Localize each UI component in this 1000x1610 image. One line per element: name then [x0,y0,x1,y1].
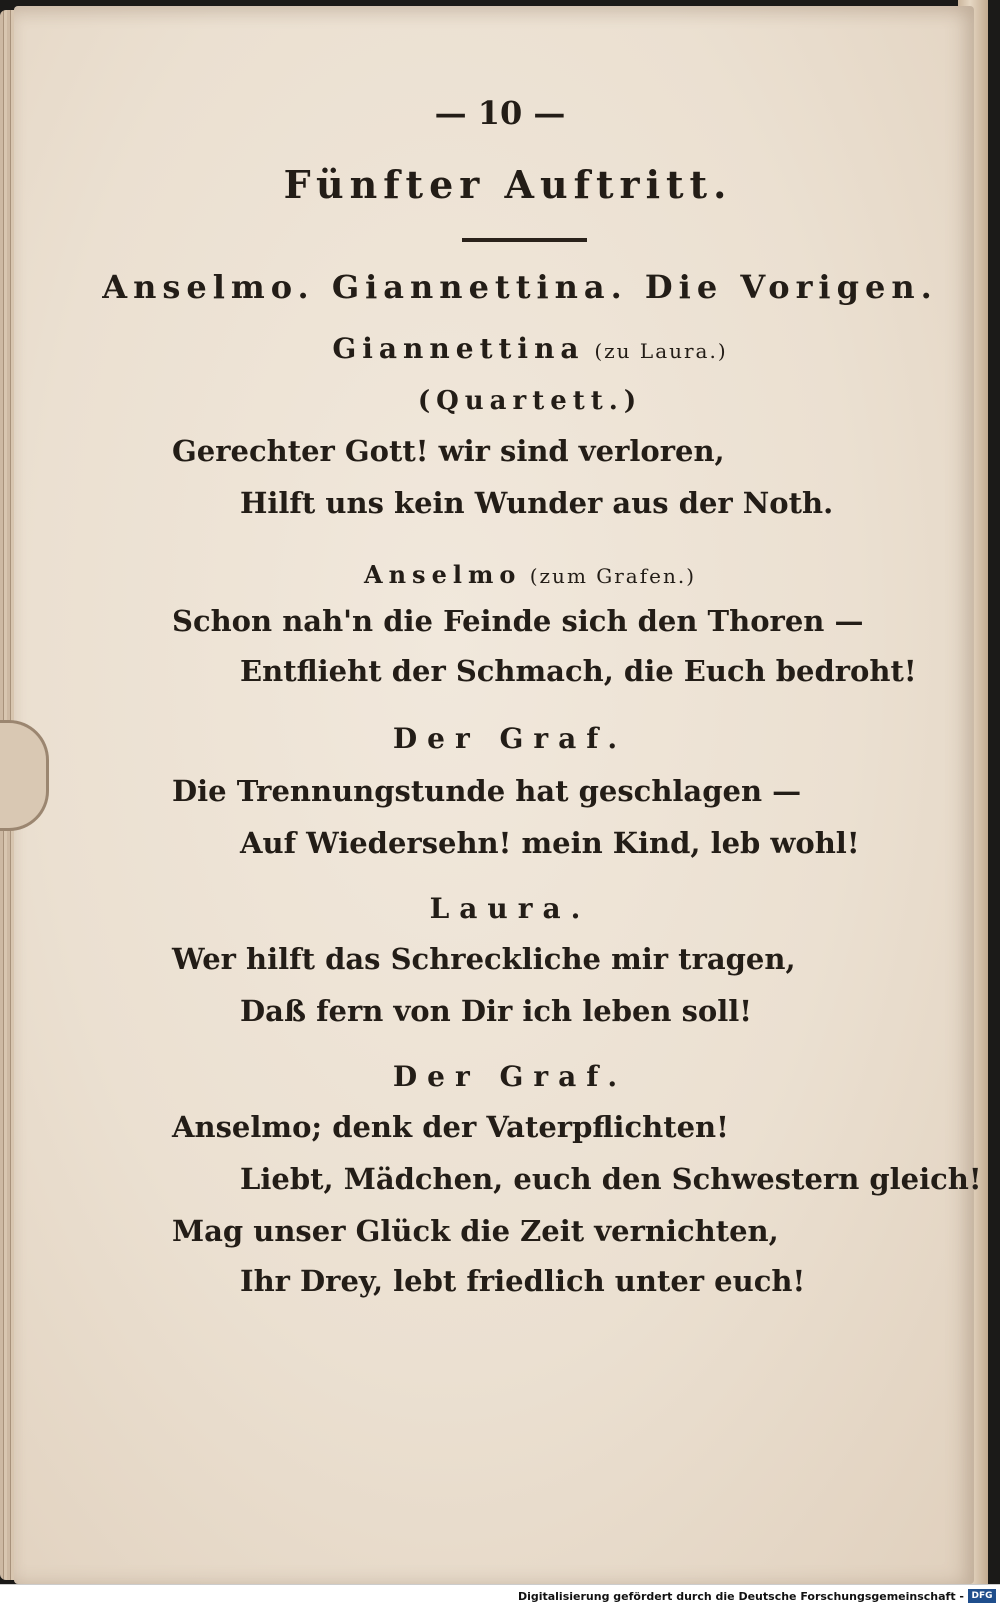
verse-line: Schon nah'n die Feinde sich den Thoren — [172,604,864,638]
verse-line: Entflieht der Schmach, die Euch bedroht! [240,654,917,688]
page-number: — 10 — [434,94,566,132]
verse-line: Ihr Drey, lebt friedlich unter euch! [240,1264,806,1298]
dfg-logo: DFG [968,1589,996,1603]
speaker-name: Giannettina [332,332,585,365]
stage-direction: (zu Laura.) [594,339,728,363]
speaker-name: Anselmo [363,560,522,589]
title-rule [462,238,587,242]
verse-line: Auf Wiedersehn! mein Kind, leb wohl! [240,826,860,860]
verse-line: Daß fern von Dir ich leben soll! [240,994,753,1028]
speaker-name: Der Graf. [392,722,628,755]
block-subtitle: (Quartett.) [417,386,643,416]
verse-line: Anselmo; denk der Vaterpflichten! [172,1110,729,1144]
stage-direction: (zum Grafen.) [529,564,697,588]
verse-line: Wer hilft das Schreckliche mir tragen, [172,942,796,976]
verse-line: Hilft uns kein Wunder aus der Noth. [240,486,834,520]
footer-credit: Digitalisierung gefördert durch die Deutsche Forschungsgemeinschaft - [517,1590,964,1603]
digitization-footer [0,1584,1000,1610]
speaker-heading [0,332,1000,365]
verse-line: Mag unser Glück die Zeit vernichten, [172,1214,779,1248]
speaker-name: Laura. [429,892,591,925]
verse-line: Gerechter Gott! wir sind verloren, [172,434,725,468]
verse-line: Liebt, Mädchen, euch den Schwestern gleich! [240,1162,982,1196]
speaker-name: Der Graf. [392,1060,628,1093]
cast-line: Anselmo. Giannettina. Die Vorigen. [102,268,938,306]
speaker-heading [0,560,1000,589]
scene-title: Fünfter Auftritt. [283,162,733,207]
verse-line: Die Trennungstunde hat geschlagen — [172,774,802,808]
